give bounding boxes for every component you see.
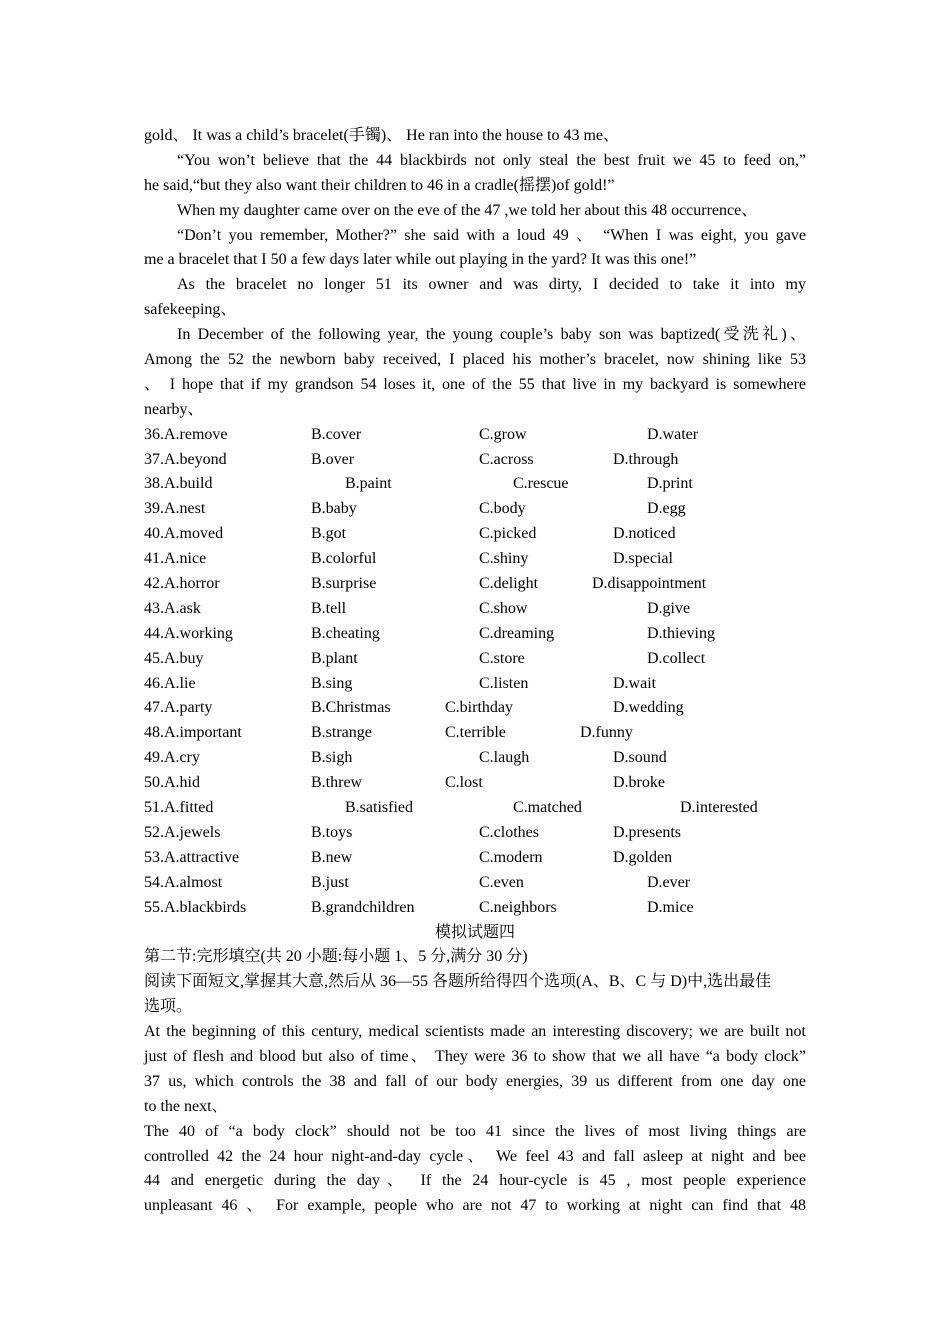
option-c: C.listen — [479, 674, 529, 692]
passage-two-line: to the next、 — [144, 1097, 228, 1115]
option-row — [144, 721, 806, 746]
option-c: C.dreaming — [479, 624, 555, 642]
option-c: C.laugh — [479, 749, 530, 767]
option-b: B.over — [311, 450, 355, 468]
option-b: B.grandchildren — [311, 898, 415, 916]
option-d: D.print — [647, 475, 693, 493]
option-b: B.sigh — [311, 749, 353, 767]
option-c: C.modern — [479, 848, 543, 866]
passage-one-line: “You won’t believe that the 44 blackbirds not only steal the best fruit we 45 to feed on,” — [177, 151, 806, 169]
option-row — [144, 448, 806, 473]
option-c: C.neighbors — [479, 898, 557, 916]
option-c: C.across — [479, 450, 534, 468]
passage-two — [144, 1020, 806, 1219]
passage-one-line: me a bracelet that I 50 a few days later while out playing in the yard? It was this one!” — [144, 251, 697, 269]
passage-two-line: At the beginning of this century, medical scientists made an interesting discovery; we are built not — [144, 1023, 806, 1041]
option-a: 47.A.party — [144, 699, 213, 717]
option-b: B.Christmas — [311, 699, 391, 717]
passage-two-line: just of flesh and blood but also of time、 They were 36 to show that we all have “a body clock” — [144, 1047, 806, 1065]
option-d: D.special — [613, 550, 673, 568]
option-row — [144, 647, 806, 672]
passage-two-line: 37 us, which controls the 38 and fall of our body energies, 39 us different from one day one — [144, 1072, 806, 1090]
option-b: B.just — [311, 873, 349, 891]
option-d: D.mice — [647, 898, 694, 916]
section-title: 模拟试题四 — [434, 923, 515, 941]
option-row — [144, 423, 806, 448]
option-a: 55.A.blackbirds — [144, 898, 247, 916]
option-b: B.strange — [311, 724, 372, 742]
option-row — [144, 522, 806, 547]
option-b: B.sing — [311, 674, 353, 692]
option-row — [144, 871, 806, 896]
option-b: B.baby — [311, 500, 357, 518]
instruction-line-1: 阅读下面短文,掌握其大意,然后从 36—55 各题所给得四个选项(A、B、C 与 D)中,选出最佳 — [144, 973, 772, 991]
option-d: D.broke — [613, 774, 665, 792]
option-row — [144, 622, 806, 647]
option-d: D.sound — [613, 749, 667, 767]
option-d: D.interested — [680, 799, 758, 817]
option-row — [144, 896, 806, 921]
passage-one-line: nearby、 — [144, 400, 204, 418]
option-a: 36.A.remove — [144, 425, 228, 443]
option-d: D.disappointment — [592, 575, 707, 593]
option-row — [144, 696, 806, 721]
option-a: 44.A.working — [144, 624, 233, 642]
option-row — [144, 796, 806, 821]
passage-one-line: gold、 It was a child’s bracelet(手镯)、 He ran into the house to 43 me、 — [144, 127, 619, 144]
passage-two-line: unpleasant 46 、 For example, people who are not 47 to working at night can find that 48 — [144, 1197, 806, 1215]
option-b: B.satisfied — [345, 799, 413, 817]
passage-one-line: “Don’t you remember, Mother?” she said with a loud 49 、 “When I was eight, you gave — [177, 226, 806, 244]
option-d: D.wait — [613, 674, 657, 692]
options-list — [144, 423, 806, 921]
option-row — [144, 846, 806, 871]
option-b: B.paint — [345, 475, 392, 493]
option-c: C.delight — [479, 575, 539, 593]
option-d: D.thieving — [647, 624, 715, 642]
passage-two-line: controlled 42 the 24 hour night-and-day cycle、 We feel 43 and fall asleep at night and bee — [144, 1147, 807, 1165]
option-row — [144, 771, 806, 796]
option-a: 52.A.jewels — [144, 823, 221, 841]
option-a: 42.A.horror — [144, 575, 220, 593]
option-a: 40.A.moved — [144, 525, 224, 543]
option-d: D.wedding — [613, 699, 684, 717]
passage-one-line: In December of the following year, the young couple’s baby son was baptized(受洗礼)、 — [177, 326, 806, 344]
option-row — [144, 497, 806, 522]
passage-one-line: Among the 52 the newborn baby received, I placed his mother’s bracelet, now shining like 53 — [144, 351, 806, 369]
option-c: C.body — [479, 500, 526, 518]
option-d: D.ever — [647, 873, 691, 891]
option-d: D.presents — [613, 823, 681, 841]
option-a: 48.A.important — [144, 724, 242, 742]
option-d: D.through — [613, 450, 679, 468]
option-row — [144, 547, 806, 572]
option-row — [144, 821, 806, 846]
option-a: 41.A.nice — [144, 550, 207, 568]
option-a: 54.A.almost — [144, 873, 223, 891]
option-b: B.tell — [311, 599, 347, 617]
passage-two-line: 44 and energetic during the day、 If the 24 hour-cycle is 45 , most people experience — [144, 1172, 806, 1190]
option-b: B.colorful — [311, 550, 377, 568]
option-c: C.clothes — [479, 823, 539, 841]
option-row — [144, 472, 806, 497]
option-a: 43.A.ask — [144, 599, 201, 617]
option-b: B.toys — [311, 823, 353, 841]
passage-one-line: When my daughter came over on the eve of the 47 ,we told her about this 48 occurrence、 — [177, 201, 758, 219]
passage-one-line: 、 I hope that if my grandson 54 loses it, one of the 55 that live in my backyard is somewhere — [144, 375, 806, 393]
option-b: B.surprise — [311, 575, 377, 593]
option-c: C.matched — [513, 799, 582, 817]
option-c: C.shiny — [479, 550, 529, 568]
passage-two-line: The 40 of “a body clock” should not be too 41 since the lives of most living things are — [144, 1122, 806, 1140]
option-row — [144, 597, 806, 622]
instruction-line-2: 选项。 — [144, 998, 193, 1016]
option-b: B.cover — [311, 425, 362, 443]
option-d: D.noticed — [613, 525, 676, 543]
option-d: D.collect — [647, 649, 706, 667]
option-a: 46.A.lie — [144, 674, 196, 692]
option-d: D.give — [647, 599, 691, 617]
option-d: D.funny — [580, 724, 633, 742]
option-c: C.rescue — [513, 475, 569, 493]
option-a: 37.A.beyond — [144, 450, 227, 468]
option-d: D.water — [647, 425, 699, 443]
option-a: 39.A.nest — [144, 500, 206, 518]
option-c: C.grow — [479, 425, 527, 443]
passage-one-line: As the bracelet no longer 51 its owner and was dirty, I decided to take it into my — [177, 276, 806, 294]
passage-one-line: he said,“but they also want their children to 46 in a cradle(摇摆)of gold!” — [144, 176, 615, 194]
option-a: 51.A.fitted — [144, 799, 214, 817]
option-a: 45.A.buy — [144, 649, 204, 667]
option-b: B.threw — [311, 774, 363, 792]
option-c: C.terrible — [445, 724, 506, 742]
option-d: D.egg — [647, 500, 686, 518]
option-c: C.picked — [479, 525, 537, 543]
passage-one-tail — [144, 124, 806, 423]
option-b: B.new — [311, 848, 353, 866]
section-heading: 第二节:完形填空(共 20 小题:每小题 1、5 分,满分 30 分) — [144, 948, 528, 966]
option-b: B.plant — [311, 649, 358, 667]
option-c: C.birthday — [445, 699, 513, 717]
option-c: C.even — [479, 873, 524, 891]
document-page — [144, 124, 806, 1219]
option-c: C.store — [479, 649, 525, 667]
option-b: B.got — [311, 525, 347, 543]
option-b: B.cheating — [311, 624, 380, 642]
option-a: 53.A.attractive — [144, 848, 240, 866]
option-a: 50.A.hid — [144, 774, 200, 792]
option-a: 38.A.build — [144, 475, 213, 493]
option-d: D.golden — [613, 848, 673, 866]
option-row — [144, 672, 806, 697]
option-c: C.show — [479, 599, 528, 617]
option-row — [144, 746, 806, 771]
option-c: C.lost — [445, 774, 483, 792]
option-a: 49.A.cry — [144, 749, 200, 767]
passage-one-line: safekeeping、 — [144, 301, 237, 319]
option-row — [144, 572, 806, 597]
